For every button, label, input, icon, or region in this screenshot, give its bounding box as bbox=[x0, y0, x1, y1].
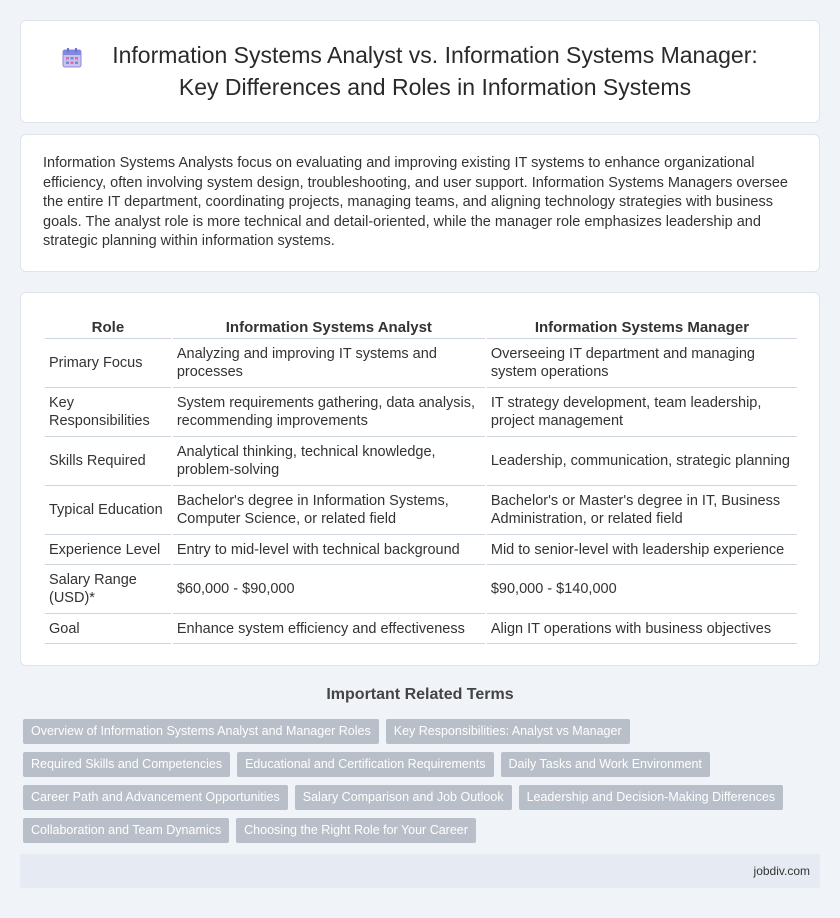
comparison-table bbox=[43, 315, 799, 644]
row-label: Goal bbox=[45, 614, 171, 644]
related-term-link[interactable]: Leadership and Decision-Making Differences bbox=[519, 785, 784, 810]
related-term-link[interactable]: Salary Comparison and Job Outlook bbox=[295, 785, 512, 810]
table-row bbox=[45, 339, 797, 388]
manager-cell: Overseeing IT department and managing system operations bbox=[487, 339, 797, 388]
related-term-link[interactable]: Choosing the Right Role for Your Career bbox=[236, 818, 476, 843]
related-term-link[interactable]: Key Responsibilities: Analyst vs Manager bbox=[386, 719, 630, 744]
table-header-row bbox=[45, 315, 797, 339]
table-row bbox=[45, 614, 797, 644]
header-card bbox=[20, 20, 820, 123]
row-label: Typical Education bbox=[45, 486, 171, 535]
table-row bbox=[45, 437, 797, 486]
manager-cell: Leadership, communication, strategic planning bbox=[487, 437, 797, 486]
analyst-cell: $60,000 - $90,000 bbox=[173, 565, 485, 614]
related-terms-list bbox=[23, 719, 823, 843]
analyst-cell: Analytical thinking, technical knowledge, problem-solving bbox=[173, 437, 485, 486]
row-label: Primary Focus bbox=[45, 339, 171, 388]
related-term-link[interactable]: Required Skills and Competencies bbox=[23, 752, 230, 777]
row-label: Experience Level bbox=[45, 535, 171, 565]
related-term-link[interactable]: Overview of Information Systems Analyst and Manager Roles bbox=[23, 719, 379, 744]
table-row bbox=[45, 388, 797, 437]
analyst-cell: System requirements gathering, data analysis, recommending improvements bbox=[173, 388, 485, 437]
summary-card bbox=[20, 134, 820, 272]
table-row bbox=[45, 565, 797, 614]
page-title: Information Systems Analyst vs. Information Systems Manager: Key Differences and Roles in Information Systems bbox=[112, 42, 758, 100]
analyst-cell: Bachelor's degree in Information Systems, Computer Science, or related field bbox=[173, 486, 485, 535]
column-header-manager: Information Systems Manager bbox=[487, 315, 797, 339]
analyst-cell: Entry to mid-level with technical background bbox=[173, 535, 485, 565]
column-header-role: Role bbox=[45, 315, 171, 339]
row-label: Key Responsibilities bbox=[45, 388, 171, 437]
manager-cell: $90,000 - $140,000 bbox=[487, 565, 797, 614]
manager-cell: Bachelor's or Master's degree in IT, Business Administration, or related field bbox=[487, 486, 797, 535]
footer-site-link[interactable]: jobdiv.com bbox=[753, 864, 810, 878]
comparison-table-card bbox=[20, 292, 820, 666]
related-term-link[interactable]: Career Path and Advancement Opportunities bbox=[23, 785, 288, 810]
related-terms-title: Important Related Terms bbox=[326, 686, 514, 703]
table-row bbox=[45, 486, 797, 535]
table-row bbox=[45, 535, 797, 565]
related-term-link[interactable]: Educational and Certification Requirements bbox=[237, 752, 493, 777]
summary-text: Information Systems Analysts focus on evaluating and improving existing IT systems to enhance organizational efficiency, often involving system design, troubleshooting, and user support. Information Systems Managers oversee the entire IT department, coordinating projects, managing teams, and aligning technology strategies with business goals. The analyst role is more technical and detail-oriented, while the manager role emphasizes leadership and strategic planning within information systems. bbox=[43, 155, 788, 249]
row-label: Salary Range (USD)* bbox=[45, 565, 171, 614]
manager-cell: IT strategy development, team leadership, project management bbox=[487, 388, 797, 437]
column-header-analyst: Information Systems Analyst bbox=[173, 315, 485, 339]
manager-cell: Align IT operations with business objectives bbox=[487, 614, 797, 644]
analyst-cell: Analyzing and improving IT systems and processes bbox=[173, 339, 485, 388]
analyst-cell: Enhance system efficiency and effectiveness bbox=[173, 614, 485, 644]
footer bbox=[20, 854, 820, 888]
row-label: Skills Required bbox=[45, 437, 171, 486]
related-term-link[interactable]: Collaboration and Team Dynamics bbox=[23, 818, 229, 843]
manager-cell: Mid to senior-level with leadership experience bbox=[487, 535, 797, 565]
related-term-link[interactable]: Daily Tasks and Work Environment bbox=[501, 752, 710, 777]
